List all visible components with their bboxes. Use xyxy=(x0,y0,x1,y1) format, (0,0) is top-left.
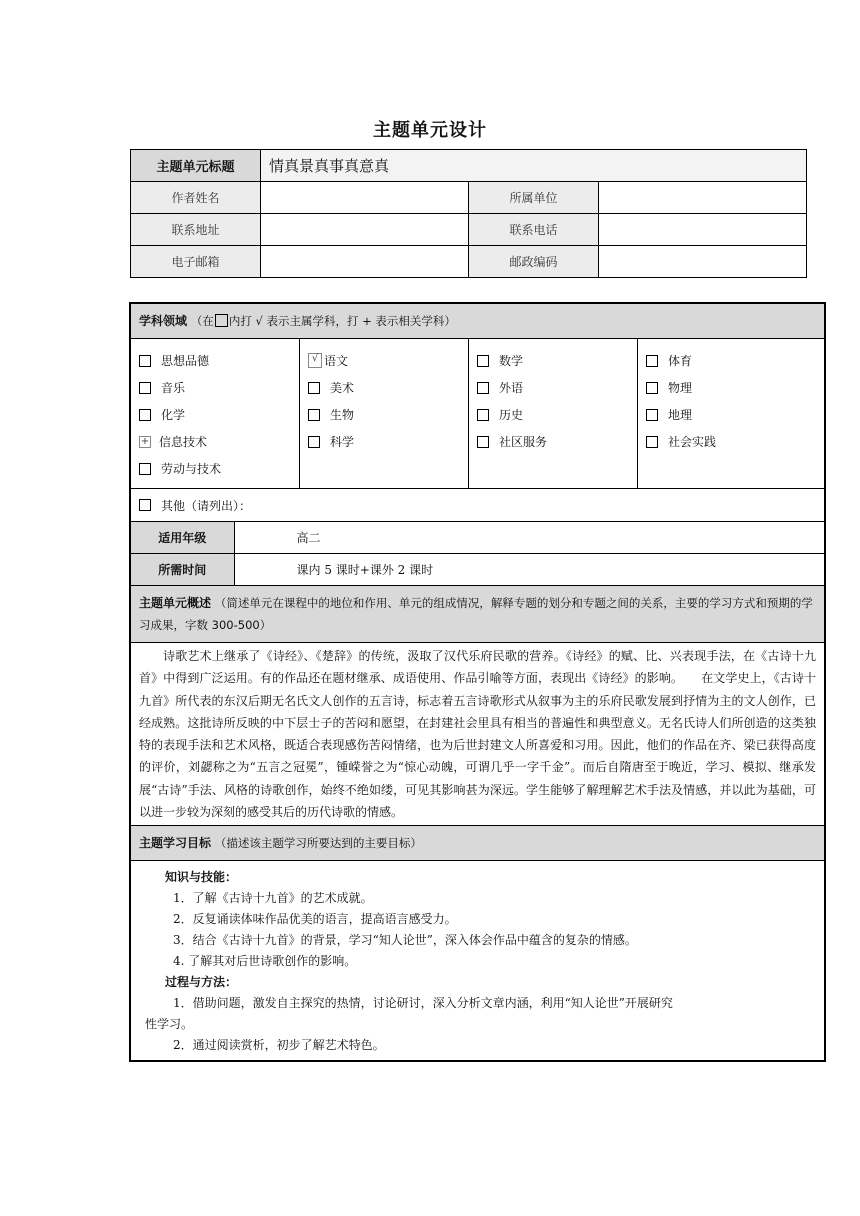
checkbox-icon[interactable] xyxy=(139,463,151,475)
goals-header xyxy=(130,826,825,861)
subject-label: 思想品德 xyxy=(161,354,210,368)
overview-note: （简述单元在课程中的地位和作用、单元的组成情况，解释专题的划分和专题之间的关系，主要的学习方式和预期的学习成果，字数 300-500） xyxy=(139,596,813,632)
plus-checkbox-icon[interactable]: + xyxy=(140,435,150,447)
subject-item[interactable] xyxy=(469,374,637,401)
checkbox-icon[interactable] xyxy=(139,409,151,421)
checkbox-icon xyxy=(215,314,228,327)
overview-text[interactable]: 诗歌艺术上继承了《诗经》、《楚辞》的传统，汲取了汉代乐府民歌的营养。《诗经》的赋、比、兴表现手法，在《古诗十九首》中得到广泛运用。有的作品还在题材继承、成语使用、作品引喻等方面，表现出《诗经》的影响。 在文学史上，《古诗十九首》所代表的东汉后期无名氏文人创作的五言诗，标志着五言诗歌形式从叙事为主的乐府民歌发展到抒情为主的文人创作，已经成熟。这批诗所反映的中下层士子的苦闷和愿望，在封建社会里具有相当的普遍性和典型意义。无名氏诗人们所创造的这类独特的表现手法和艺术风格，既适合表现感伤苦闷情绪，也为后世封建文人所喜爱和习用。因此，他们的作品在齐、梁已获得高度的评价，刘勰称之为“五言之冠冕”，锺嵘誉之为“惊心动魄，可谓几乎一字千金”。而后自隋唐至于晚近，学习、模拟、继承发展“古诗”手法、风格的诗歌创作，始终不绝如缕，可见其影响甚为深远。学生能够了解理解艺术手法及情感，并以此为基础，可以进一步较为深刻的感受其后的历代诗歌的情感。 xyxy=(139,649,816,820)
process-heading: 过程与方法： xyxy=(165,975,238,990)
other-subject-item[interactable] xyxy=(131,489,824,521)
subject-item[interactable] xyxy=(131,428,299,455)
subject-item[interactable] xyxy=(300,374,468,401)
subject-label: 科学 xyxy=(330,435,355,449)
subject-label: 物理 xyxy=(668,381,693,395)
overview-body xyxy=(130,643,825,826)
subject-item[interactable] xyxy=(300,401,468,428)
subject-grid xyxy=(131,339,824,488)
process-item: 1．借助问题，激发自主探究的热情，讨论研讨，深入分析文章内涵，利用“知人论世”开展研究 xyxy=(173,996,673,1011)
subject-item[interactable] xyxy=(131,401,299,428)
checkbox-icon[interactable] xyxy=(139,355,151,367)
checkbox-icon[interactable] xyxy=(477,409,489,421)
subject-label: 音乐 xyxy=(161,381,186,395)
checkbox-icon[interactable] xyxy=(646,355,658,367)
other-subject-label: 其他（请列出）： xyxy=(161,498,252,513)
goals-body xyxy=(130,861,825,1062)
subject-item[interactable] xyxy=(638,374,807,401)
checkbox-icon[interactable] xyxy=(308,382,320,394)
subject-label: 历史 xyxy=(499,408,524,422)
checkbox-icon[interactable] xyxy=(308,436,320,448)
subject-item[interactable] xyxy=(131,455,299,482)
subject-label: 社会实践 xyxy=(668,435,717,449)
goals-label: 主题学习目标 xyxy=(139,836,212,851)
postcode-label: 邮政编码 xyxy=(469,246,599,278)
subject-item[interactable] xyxy=(469,347,637,374)
subject-item[interactable] xyxy=(300,347,468,374)
subject-column xyxy=(469,339,638,488)
grade-value[interactable]: 高二 xyxy=(234,522,825,554)
process-item: 2．通过阅读赏析，初步了解艺术特色。 xyxy=(173,1038,385,1053)
subject-label: 社区服务 xyxy=(499,435,548,449)
unit-field[interactable] xyxy=(599,182,807,214)
checkbox-icon[interactable] xyxy=(139,499,151,511)
subject-header-label: 学科领域 xyxy=(139,314,188,328)
subject-column xyxy=(638,339,807,488)
checkbox-icon[interactable] xyxy=(477,382,489,394)
email-label: 电子邮箱 xyxy=(131,246,261,278)
phone-field[interactable] xyxy=(599,214,807,246)
subject-header xyxy=(130,303,825,339)
subject-label: 化学 xyxy=(161,408,186,422)
knowledge-item: 3．结合《古诗十九首》的背景，学习“知人论世”，深入体会作品中蕴含的复杂的情感。 xyxy=(173,933,637,948)
subject-label: 劳动与技术 xyxy=(161,462,222,476)
subject-item[interactable] xyxy=(300,428,468,455)
checkbox-icon[interactable] xyxy=(646,436,658,448)
subject-grid-cell xyxy=(130,339,825,489)
checkbox-icon[interactable] xyxy=(139,382,151,394)
phone-label: 联系电话 xyxy=(469,214,599,246)
checkbox-icon[interactable] xyxy=(646,409,658,421)
subject-item[interactable] xyxy=(131,347,299,374)
subject-item[interactable] xyxy=(131,374,299,401)
checkbox-icon[interactable] xyxy=(477,355,489,367)
grade-label: 适用年级 xyxy=(130,522,234,554)
address-label: 联系地址 xyxy=(131,214,261,246)
email-field[interactable] xyxy=(261,246,469,278)
subject-item[interactable] xyxy=(638,401,807,428)
unit-label: 所属单位 xyxy=(469,182,599,214)
subject-label: 信息技术 xyxy=(159,435,208,449)
subject-column xyxy=(300,339,469,488)
goals-note: （描述该主题学习所要达到的主要目标） xyxy=(214,836,422,851)
checkbox-icon[interactable] xyxy=(646,382,658,394)
subject-label: 体育 xyxy=(668,354,693,368)
subject-item[interactable] xyxy=(469,401,637,428)
address-field[interactable] xyxy=(261,214,469,246)
time-label: 所需时间 xyxy=(130,554,234,586)
author-field[interactable] xyxy=(261,182,469,214)
overview-header xyxy=(130,586,825,643)
design-table xyxy=(129,302,826,1062)
checkmark-checkbox-icon[interactable]: √ xyxy=(308,353,322,368)
subject-label: 地理 xyxy=(668,408,693,422)
knowledge-heading: 知识与技能： xyxy=(165,870,238,885)
time-value[interactable]: 课内 5 课时+课外 2 课时 xyxy=(234,554,825,586)
author-label: 作者姓名 xyxy=(131,182,261,214)
topic-label: 主题单元标题 xyxy=(131,150,261,182)
process-item-continued: 性学习。 xyxy=(145,1017,194,1032)
subject-header-note-pre: （在 xyxy=(190,314,214,328)
knowledge-item: 4. 了解其对后世诗歌创作的影响。 xyxy=(173,954,357,969)
knowledge-item: 2．反复诵读体味作品优美的语言，提高语言感受力。 xyxy=(173,912,457,927)
subject-item[interactable] xyxy=(638,428,807,455)
topic-value[interactable]: 情真景真事真意真 xyxy=(261,150,807,182)
postcode-field[interactable] xyxy=(599,246,807,278)
info-table xyxy=(130,149,807,278)
checkbox-icon[interactable] xyxy=(477,436,489,448)
subject-header-note-post: 内打 √ 表示主属学科，打 + 表示相关学科） xyxy=(228,314,456,328)
subject-item[interactable] xyxy=(469,428,637,455)
other-subject-cell xyxy=(130,489,825,522)
subject-column xyxy=(131,339,300,488)
subject-label: 语文 xyxy=(324,354,349,368)
subject-label: 生物 xyxy=(330,408,355,422)
knowledge-item: 1．了解《古诗十九首》的艺术成就。 xyxy=(173,891,373,906)
overview-label: 主题单元概述 xyxy=(139,596,212,610)
page-title: 主题单元设计 xyxy=(373,120,487,141)
subject-label: 外语 xyxy=(499,381,524,395)
checkbox-icon[interactable] xyxy=(308,409,320,421)
subject-item[interactable] xyxy=(638,347,807,374)
subject-label: 数学 xyxy=(499,354,524,368)
subject-label: 美术 xyxy=(330,381,355,395)
